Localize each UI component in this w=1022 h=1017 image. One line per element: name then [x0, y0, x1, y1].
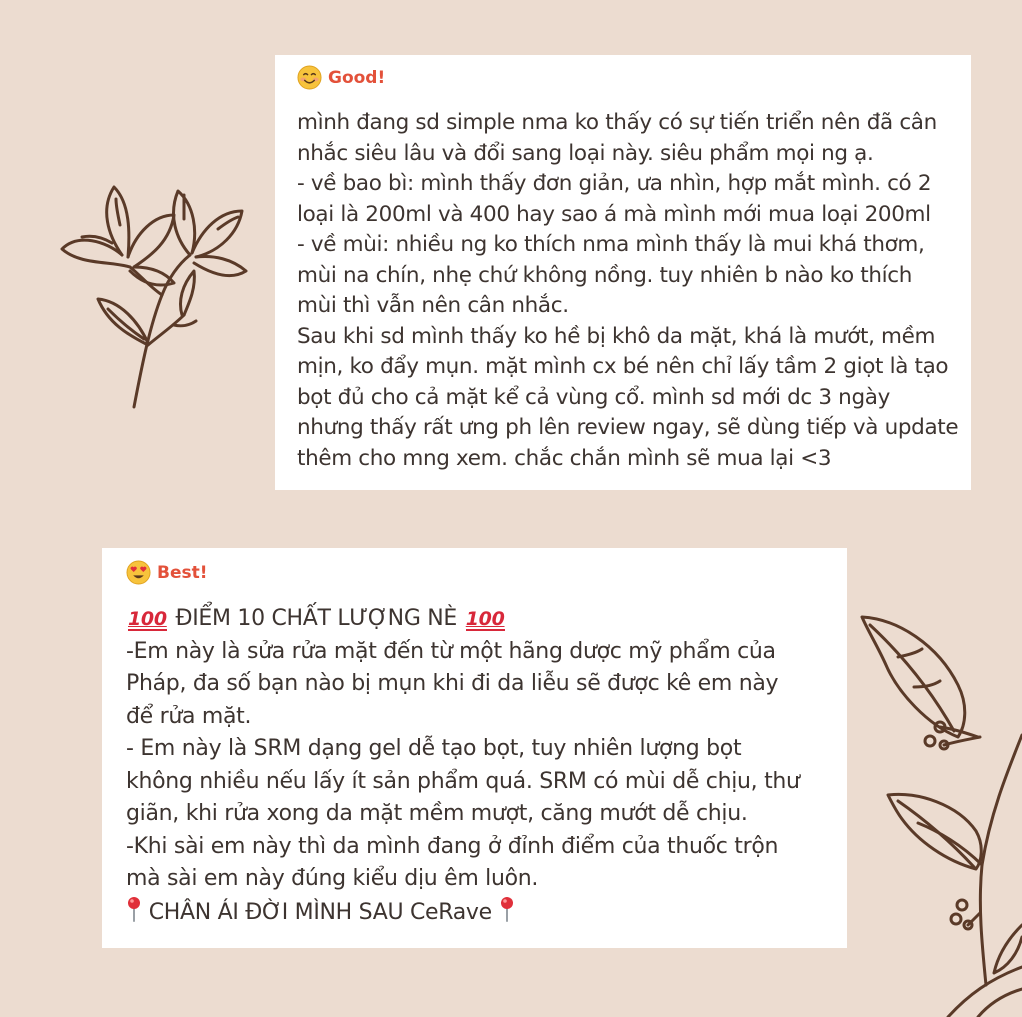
- review-line: mình đang sd simple nma ko thấy có sự tiến triển nên đã cân: [297, 110, 937, 135]
- review-line: nhưng thấy rất ưng ph lên review ngay, sẽ dùng tiếp và update: [297, 415, 959, 440]
- review-line: mùi thì vẫn nên cân nhắc.: [297, 293, 569, 318]
- review-line: giãn, khi rửa xong da mặt mềm mượt, căng mướt dễ chịu.: [126, 801, 748, 826]
- good-tag-label: Good!: [328, 67, 386, 88]
- headline: [126, 603, 827, 636]
- review-line: loại là 200ml và 400 hay sao á mà mình mới mua loại 200ml: [297, 201, 931, 227]
- review-line: thêm cho mng xem. chắc chắn mình sẽ mua lại <3: [297, 445, 832, 471]
- review-line: nhắc siêu lâu và đổi sang loại này. siêu phẩm mọi ng ạ.: [297, 140, 874, 166]
- closing-line: [126, 896, 827, 930]
- best-tag-label: Best!: [157, 562, 208, 583]
- closing-text: CHÂN ÁI ĐỜI MÌNH SAU CeRave: [148, 899, 492, 925]
- good-review-text: [297, 108, 959, 474]
- best-review-text: [126, 603, 827, 929]
- review-line: để rửa mặt.: [126, 703, 252, 729]
- round-pushpin-icon: [499, 896, 515, 922]
- review-line: mịn, ko đẩy mụn. mặt mình cx bé nên chỉ lấy tầm 2 giọt là tạo: [297, 354, 949, 379]
- hundred-points-icon: 100: [465, 608, 505, 630]
- review-line: bọt đủ cho cả mặt kể cả vùng cổ. mình sd mới dc 3 ngày: [297, 384, 890, 410]
- flower-illustration-icon: [50, 175, 255, 415]
- heart-eyes-face-icon: [126, 560, 151, 585]
- hundred-points-icon: 100: [128, 608, 167, 630]
- smiling-face-icon: [297, 65, 322, 90]
- review-line: mùi na chín, nhẹ chứ không nồng. tuy nhiên b nào ko thích: [297, 262, 913, 288]
- round-pushpin-icon: [126, 896, 142, 922]
- review-line: -Khi sài em này thì da mình đang ở đỉnh điểm của thuốc trộn: [126, 833, 779, 859]
- review-line: mà sài em này đúng kiểu dịu êm luôn.: [126, 866, 539, 891]
- review-line: - về bao bì: mình thấy đơn giản, ưa nhìn, hợp mắt mình. có 2: [297, 171, 932, 196]
- good-review-card: [275, 55, 971, 490]
- review-line: không nhiều nếu lấy ít sản phẩm quá. SRM có mùi dễ chịu, thư: [126, 768, 800, 794]
- leaf-branch-illustration-icon: [858, 605, 1022, 1017]
- review-line: Pháp, đa số bạn nào bị mụn khi đi da liễu sẽ được kê em này: [126, 671, 779, 696]
- review-line: - về mùi: nhiều ng ko thích nma mình thấy là mui khá thơm,: [297, 232, 925, 257]
- review-line: Sau khi sd mình thấy ko hề bị khô da mặt, khá là mướt, mềm: [297, 323, 936, 349]
- good-tag: [297, 65, 951, 90]
- best-tag: [126, 560, 827, 585]
- review-line: -Em này là sửa rửa mặt đến từ một hãng dược mỹ phẩm của: [126, 638, 776, 664]
- best-review-card: [102, 548, 847, 948]
- headline-text: ĐIỂM 10 CHẤT LƯỢNG NÈ: [175, 606, 458, 631]
- review-line: - Em này là SRM dạng gel dễ tạo bọt, tuy nhiên lượng bọt: [126, 736, 742, 761]
